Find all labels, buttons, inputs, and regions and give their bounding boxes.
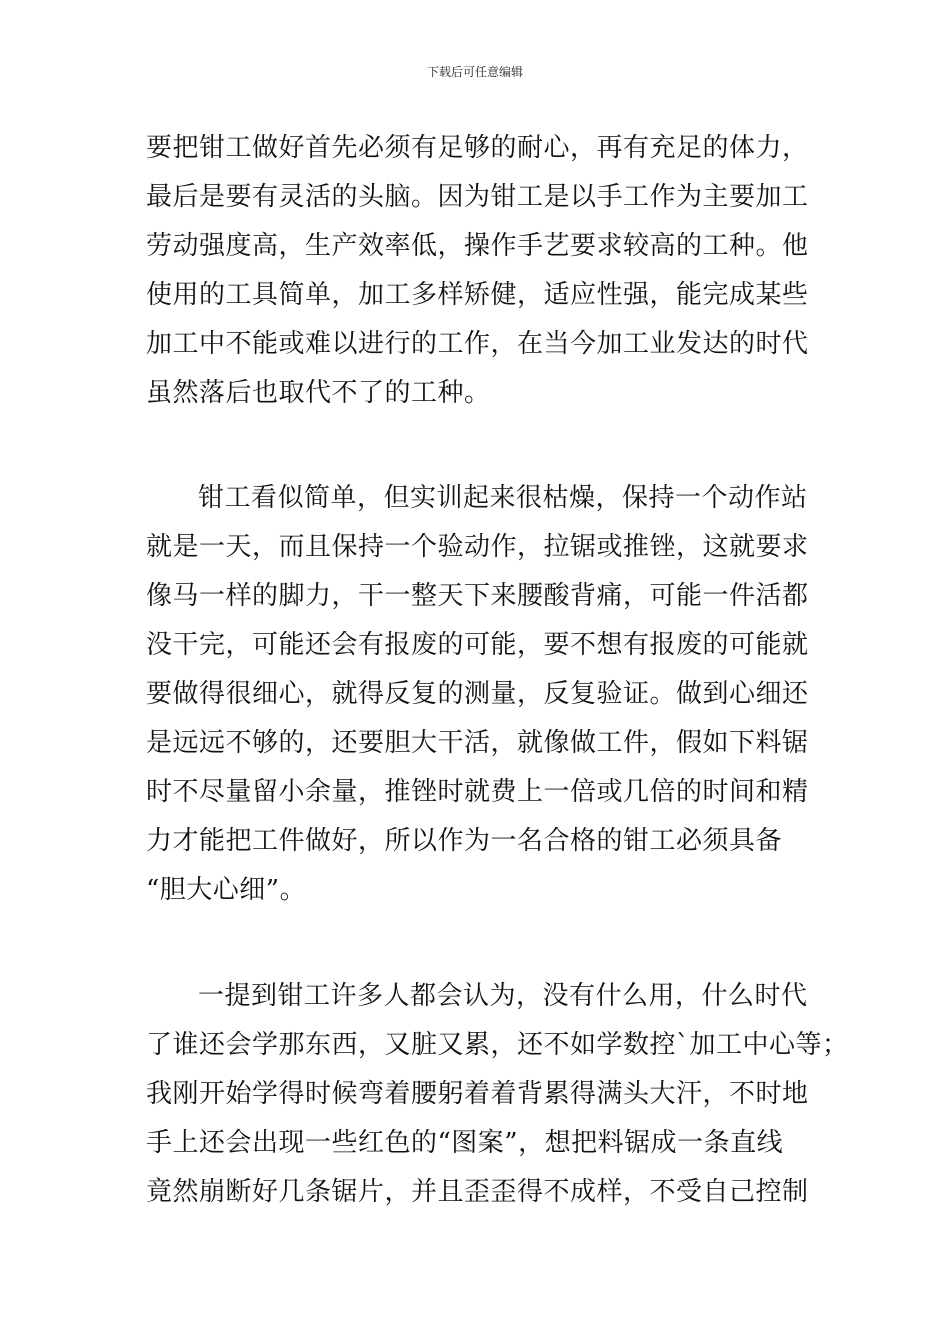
paragraph-line: 要把钳工做好首先必须有足够的耐心，再有充足的体力，: [146, 133, 809, 163]
paragraph-line: 使用的工具简单，加工多样矫健，适应性强，能完成某些: [146, 280, 809, 310]
paragraph-line: 加工中不能或难以进行的工作，在当今加工业发达的时代: [146, 329, 809, 359]
paragraph-line: “胆大心细”。: [146, 875, 307, 905]
paragraph-line: 就是一天，而且保持一个验动作，拉锯或推锉，这就要求: [146, 532, 809, 562]
paragraph-line: 虽然落后也取代不了的工种。: [146, 378, 491, 408]
paragraph-line: 钳工看似简单，但实训起来很枯燥，保持一个动作站: [198, 483, 808, 513]
paragraph-line: 要做得很细心，就得反复的测量，反复验证。做到心细还: [146, 679, 809, 709]
paragraph-line: 是远远不够的，还要胆大干活，就像做工件，假如下料锯: [146, 728, 809, 758]
paragraph-line: 劳动强度高，生产效率低，操作手艺要求较高的工种。他: [146, 231, 809, 261]
page-header: 下载后可任意编辑: [426, 65, 523, 79]
paragraph-line: 竟然崩断好几条锯片，并且歪歪得不成样，不受自己控制: [146, 1177, 809, 1207]
paragraph-line: 最后是要有灵活的头脑。因为钳工是以手工作为主要加工: [146, 182, 809, 212]
paragraph-line: 力才能把工件做好，所以作为一名合格的钳工必须具备: [146, 826, 783, 856]
paragraph-line: 没干完，可能还会有报废的可能，要不想有报废的可能就: [146, 630, 809, 660]
paragraph-line: 时不尽量留小余量，推锉时就费上一倍或几倍的时间和精: [146, 777, 809, 807]
paragraph-line: 手上还会出现一些红色的“图案”，想把料锯成一条直线: [146, 1128, 784, 1158]
paragraph-2: [146, 474, 814, 915]
paragraph-1: [146, 124, 814, 418]
paragraph-line: 了谁还会学那东西，又脏又累，还不如学数控`加工中心等；: [146, 1030, 849, 1060]
paragraph-3: [146, 972, 849, 1217]
paragraph-line: 我刚开始学得时候弯着腰躬着着背累得满头大汗，不时地: [146, 1079, 809, 1109]
paragraph-line: 像马一样的脚力，干一整天下来腰酸背痛，可能一件活都: [146, 581, 809, 611]
paragraph-line: 一提到钳工许多人都会认为，没有什么用，什么时代: [198, 981, 808, 1011]
